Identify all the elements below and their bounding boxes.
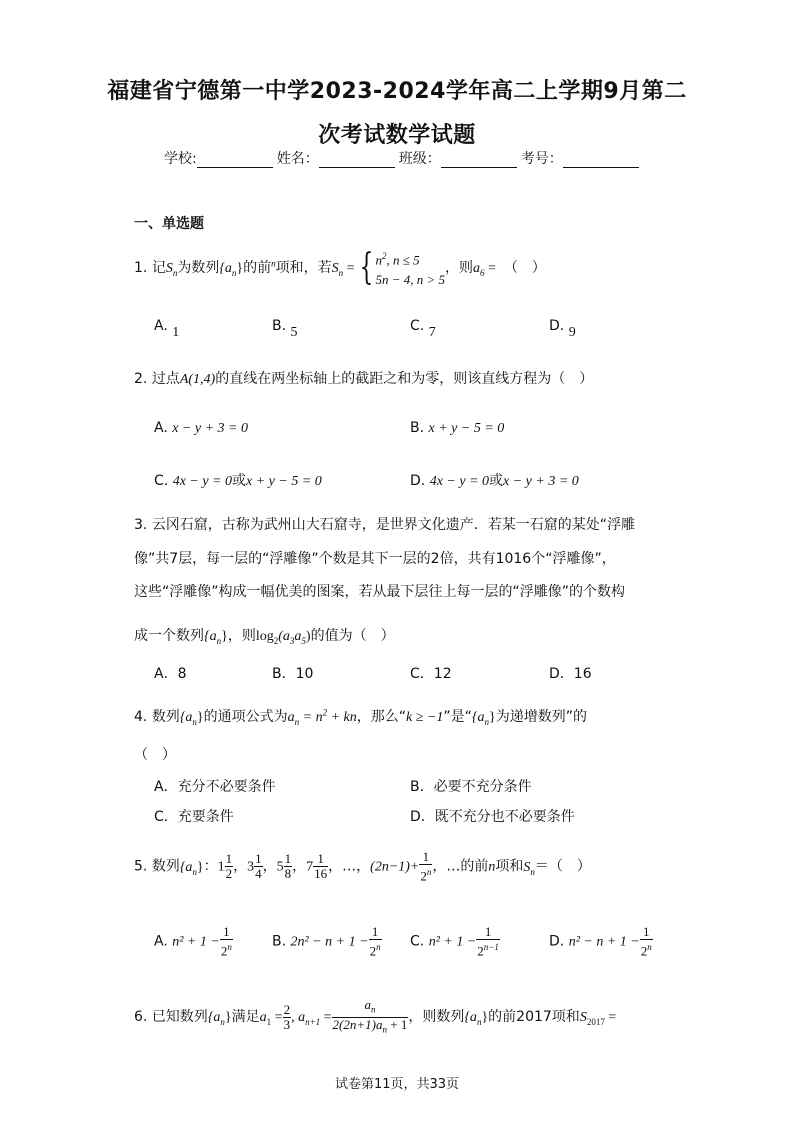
question-3-line1: 3. 云冈石窟，古称为武州山大石窟寺，是世界文化遗产．若某一石窟的某处“浮雕	[134, 517, 636, 533]
q2-option-a[interactable]: A. x − y + 3 = 0	[154, 420, 249, 436]
exam-title-line2: 次考试数学试题	[318, 123, 476, 148]
q3-option-a[interactable]: A．8	[154, 666, 187, 682]
question-4-paren: （ ）	[134, 747, 176, 763]
q5-option-c[interactable]: C. n² + 1 − $\frac{1}{2^{n-1}}$	[410, 924, 499, 959]
student-info-row	[164, 148, 643, 168]
q3-option-d[interactable]: D．16	[549, 666, 592, 682]
question-5: 5. 数列$\{a_n\}$：1 $\frac{1}{2}$ ，3 $\frac{1}{4}$ ，5 $\frac{1}{8}$ ，7 $\frac{1}{16}$ ，…，(2n−1)+ $\frac{1}{2^n}$ ，…的前n项和$S_n=$（ ）	[134, 849, 591, 884]
school-blank[interactable]	[197, 153, 273, 168]
q4-option-c[interactable]: C．充要条件	[154, 809, 234, 825]
question-2: 2. 过点A(1,4)的直线在两坐标轴上的截距之和为零，则该直线方程为（ ）	[134, 371, 594, 387]
question-3-line2: 像”共7层，每一层的“浮雕像”个数是其下一层的2倍，共有1016个“浮雕像”，	[134, 551, 616, 567]
q5-option-a[interactable]: A. n² + 1 − $\frac{1}{2^n}$	[154, 924, 232, 959]
q1-option-b[interactable]: B. 5	[272, 318, 298, 340]
question-3-line4: 成一个数列$\{a_n\}$，则$\log_2(a_3a_5)$的值为（ ）	[134, 628, 395, 646]
name-blank[interactable]	[319, 153, 395, 168]
q4-option-b[interactable]: B．必要不充分条件	[410, 779, 532, 795]
page-footer: 试卷第11页，共33页	[334, 1077, 460, 1092]
exam-number-blank[interactable]	[563, 153, 639, 168]
q5-option-b[interactable]: B. 2n² − n + 1 − $\frac{1}{2^n}$	[272, 924, 381, 959]
q1-option-d[interactable]: D. 9	[549, 318, 576, 340]
exam-number-label: 考号：	[520, 151, 563, 167]
school-label: 学校:	[164, 151, 197, 167]
class-blank[interactable]	[441, 153, 517, 168]
exam-title-line1: 福建省宁德第一中学2023-2024学年高二上学期9月第二	[107, 79, 687, 104]
q2-option-b[interactable]: B. x + y − 5 = 0	[410, 420, 505, 436]
name-label: 姓名：	[276, 151, 319, 167]
q2-option-d[interactable]: D. 4x − y = 0或x − y + 3 = 0	[410, 473, 579, 489]
q5-option-d[interactable]: D. n² − n + 1 − $\frac{1}{2^n}$	[549, 924, 652, 959]
question-4: 4. 数列$\{a_n\}$的通项公式为$a_n = n^2$ + kn，那么“k ≥ −1”是“$\{a_n\}$为递增数列”的	[134, 707, 588, 727]
q4-option-a[interactable]: A．充分不必要条件	[154, 779, 276, 795]
q3-option-c[interactable]: C．12	[410, 666, 452, 682]
question-3-line3: 这些“浮雕像”构成一幅优美的图案，若从最下层往上每一层的“浮雕像”的个数构	[134, 584, 626, 600]
q4-option-d[interactable]: D．既不充分也不必要条件	[410, 809, 575, 825]
section-heading: 一、单选题	[134, 216, 204, 232]
q3-option-b[interactable]: B．10	[272, 666, 314, 682]
question-number: 1.	[134, 260, 148, 277]
q1-option-c[interactable]: C. 7	[410, 318, 436, 340]
question-6: 6. 已知数列$\{a_n\}$满足$a_1$ = $\frac{2}{3}$ , $a_{n+1}$ = $\frac{a_n}{2(2n+1)a_n + 1}$ ，则数列$\{a_n\}$的前2017项和$S_{2017}$ =	[134, 997, 617, 1035]
q1-option-a[interactable]: A. 1	[154, 318, 180, 340]
q2-option-c[interactable]: C. 4x − y = 0或x + y − 5 = 0	[154, 473, 322, 489]
class-label: 班级：	[398, 151, 441, 167]
question-1: 1. 记$S_n$为数列$\{a_n\}$的前$^n$项和，若$S_n$ = { $n^2$, n ≤ 5 5n − 4, n > 5 ，则$a_6$ = （ ）	[134, 247, 546, 289]
